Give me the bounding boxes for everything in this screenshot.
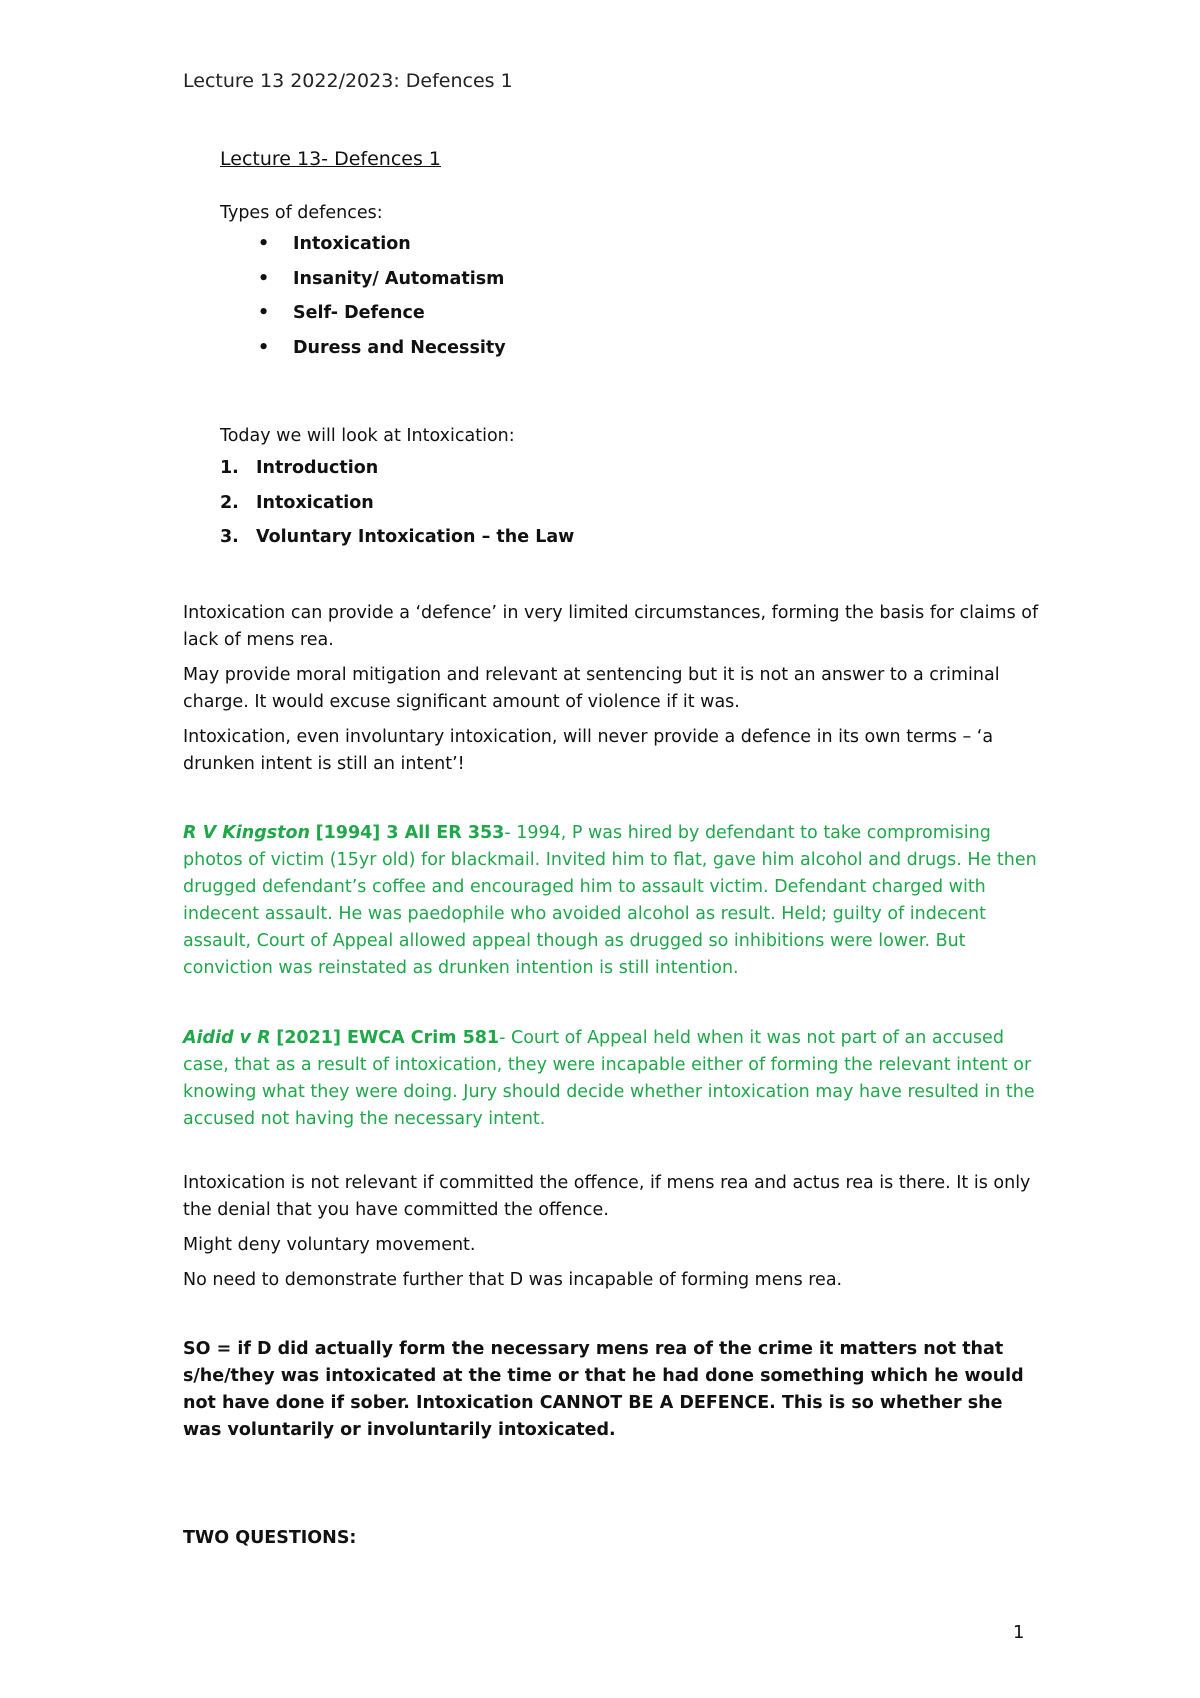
case-citation: [2021] EWCA Crim 581	[276, 1028, 500, 1048]
page-number: 1	[1013, 1622, 1025, 1643]
paragraph-not-relevant: Intoxication is not relevant if committed the offence, if mens rea and actus rea is there. It is only the denial that you have committed the offence.	[183, 1173, 1031, 1220]
bullet-icon: •	[258, 268, 270, 289]
case-citation: [1994] 3 All ER 353	[315, 823, 505, 843]
bullet-icon: •	[258, 337, 270, 358]
paragraph-drunken-intent: Intoxication, even involuntary intoxication, will never provide a defence in its own terms – ‘a drunken intent is still an intent’!	[183, 727, 994, 774]
case-name: Aidid v R	[183, 1028, 271, 1048]
page-header: Lecture 13 2022/2023: Defences 1	[183, 70, 513, 92]
document-page: Lecture 13 2022/2023: Defences 1 Lecture 13- Defences 1 Types of defences: • Intoxication • Insanity/ Automatism • Self- Defence • Duress and Necessity Today we will look at Intoxication: 1. Introduction 2. Intoxication 3. Voluntary Intoxication – the Law Intoxication can provide a ‘defence’ in very limited circumstances, forming the basis for claims of lack of mens rea. May provide moral mitigation and relevant at sentencing but it is not an answer to a criminal charge. It would excuse significant amount of violence if it was. Intoxication, even involuntary intoxication, will never provide a defence in its own terms – ‘a drunken intent is still an intent’! R V Kingston [1994] 3 All ER 353- 1994, P was hired by defendant to take compromising photos of victim (15yr old) for blackmail. Invited him to flat, gave him alcohol and drugs. He then drugged defendant’s coffee and encouraged him to assault victim. Defendant charged with indecent assault. He was paedophile who avoided alcohol as result. Held; guilty of indecent assault, Court of Appeal allowed appeal though as drugged so inhibitions were lower. But conviction was reinstated as drunken intention is still intention. Aidid v R [2021] EWCA Crim 581- Court of Appeal held when it was not part of an accused case, that as a result of intoxication, they were incapable either of forming the relevant intent or knowing what they were doing. Jury should decide whether intoxication may have resulted in the accused not having the necessary intent. Intoxication is not relevant if committed the offence, if mens rea and actus rea is there. It is only the denial that you have committed the offence. Might deny voluntary movement. No need to demonstrate further that D was incapable of forming mens rea. SO = if D did actually form the necessary mens rea of the crime it matters not that s/he/they was intoxicated at the time or that he had done something which he would not have done if sober. Intoxication CANNOT BE A DEFENCE. This is so whether she was voluntarily or involuntarily intoxicated. TWO QUESTIONS: 1	[0, 0, 1200, 1698]
summary-paragraph: SO = if D did actually form the necessary mens rea of the crime it matters not that s/he/they was intoxicated at the time or that he had done something which he would not have done if sober. Intoxication CANNOT BE A DEFENCE. This is so whether she was voluntarily or involuntarily intoxicated.	[183, 1339, 1024, 1440]
paragraph-intoxication-defence: Intoxication can provide a ‘defence’ in very limited circumstances, forming the basis for claims of lack of mens rea.	[183, 603, 1039, 650]
paragraph-voluntary-movement: Might deny voluntary movement.	[183, 1235, 476, 1255]
case-aidid	[183, 1025, 1043, 1133]
paragraph-no-need: No need to demonstrate further that D was incapable of forming mens rea.	[183, 1270, 843, 1290]
case-kingston	[183, 820, 1043, 982]
types-intro: Types of defences:	[220, 203, 383, 223]
case-summary: - Court of Appeal held when it was not part of an accused case, that as a result of intoxication, they were incapable either of forming the relevant intent or knowing what they were doing. Jury should decide whether intoxication may have resulted in the accused not having the necessary intent.	[183, 1028, 1035, 1129]
case-summary: - 1994, P was hired by defendant to take compromising photos of victim (15yr old) for blackmail. Invited him to flat, gave him alcohol and drugs. He then drugged defendant’s coffee and encouraged him to assault victim. Defendant charged with indecent assault. He was paedophile who avoided alcohol as result. Held; guilty of indecent assault, Court of Appeal allowed appeal though as drugged so inhibitions were lower. But conviction was reinstated as drunken intention is still intention.	[183, 823, 1037, 978]
case-name: R V Kingston	[183, 823, 311, 843]
lecture-title: Lecture 13- Defences 1	[220, 148, 441, 170]
bullet-icon: •	[258, 303, 270, 323]
paragraph-moral-mitigation: May provide moral mitigation and relevant at sentencing but it is not an answer to a criminal charge. It would excuse significant amount of violence if it was.	[183, 665, 1000, 712]
today-intro: Today we will look at Intoxication:	[220, 426, 515, 446]
bullet-icon: •	[258, 234, 270, 254]
two-questions-heading: TWO QUESTIONS:	[183, 1528, 357, 1548]
